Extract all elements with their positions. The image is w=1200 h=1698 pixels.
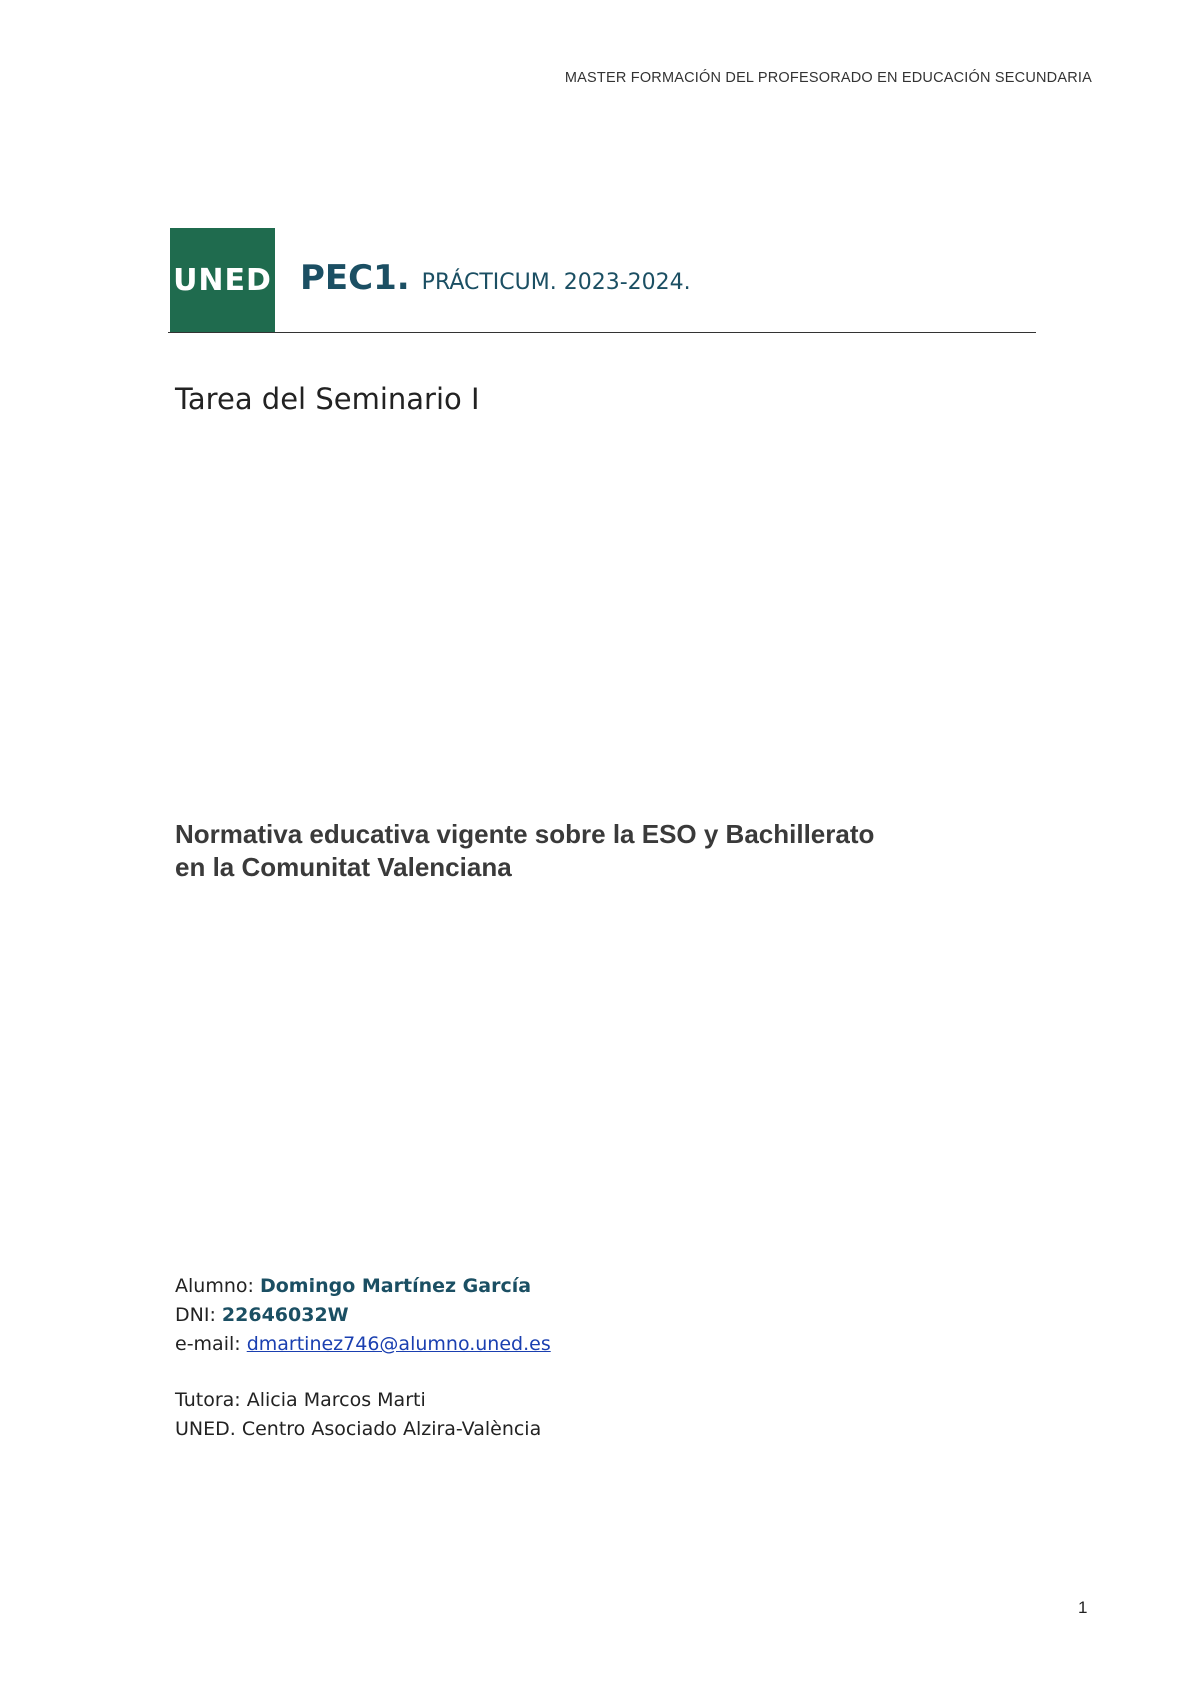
spacer — [175, 1359, 551, 1386]
task-title: Tarea del Seminario I — [175, 382, 480, 416]
course-subtitle: PRÁCTICUM. 2023-2024. — [421, 270, 691, 295]
tutor-row — [175, 1386, 551, 1415]
student-dni-row — [175, 1301, 551, 1330]
subject-line-2: en la Comunitat Valenciana — [175, 852, 512, 882]
dni-value: 22646032W — [221, 1304, 349, 1326]
tutor-label: Tutora: — [175, 1389, 241, 1411]
email-link[interactable]: dmartinez746@alumno.uned.es — [246, 1333, 551, 1355]
tutor-name: Alicia Marcos Marti — [246, 1389, 426, 1411]
dni-label: DNI: — [175, 1304, 216, 1326]
student-email-row — [175, 1330, 551, 1359]
student-name-row — [175, 1272, 551, 1301]
student-name: Domingo Martínez García — [259, 1275, 532, 1297]
subject-line-1: Normativa educativa vigente sobre la ESO y Bachillerato — [175, 819, 875, 849]
student-name-label: Alumno: — [175, 1275, 254, 1297]
pec-code: PEC1. — [300, 258, 410, 298]
student-info — [175, 1272, 551, 1444]
uned-logo — [170, 228, 275, 332]
running-header: MASTER FORMACIÓN DEL PROFESORADO EN EDUCACIÓN SECUNDARIA — [564, 70, 1092, 86]
subject-heading — [175, 818, 995, 884]
email-label: e-mail: — [175, 1333, 241, 1355]
document-title — [300, 258, 691, 298]
title-divider — [168, 332, 1036, 333]
center-row: UNED. Centro Asociado Alzira-València — [175, 1418, 542, 1440]
page-number: 1 — [1078, 1598, 1088, 1617]
logo-text: UNED — [173, 262, 272, 298]
